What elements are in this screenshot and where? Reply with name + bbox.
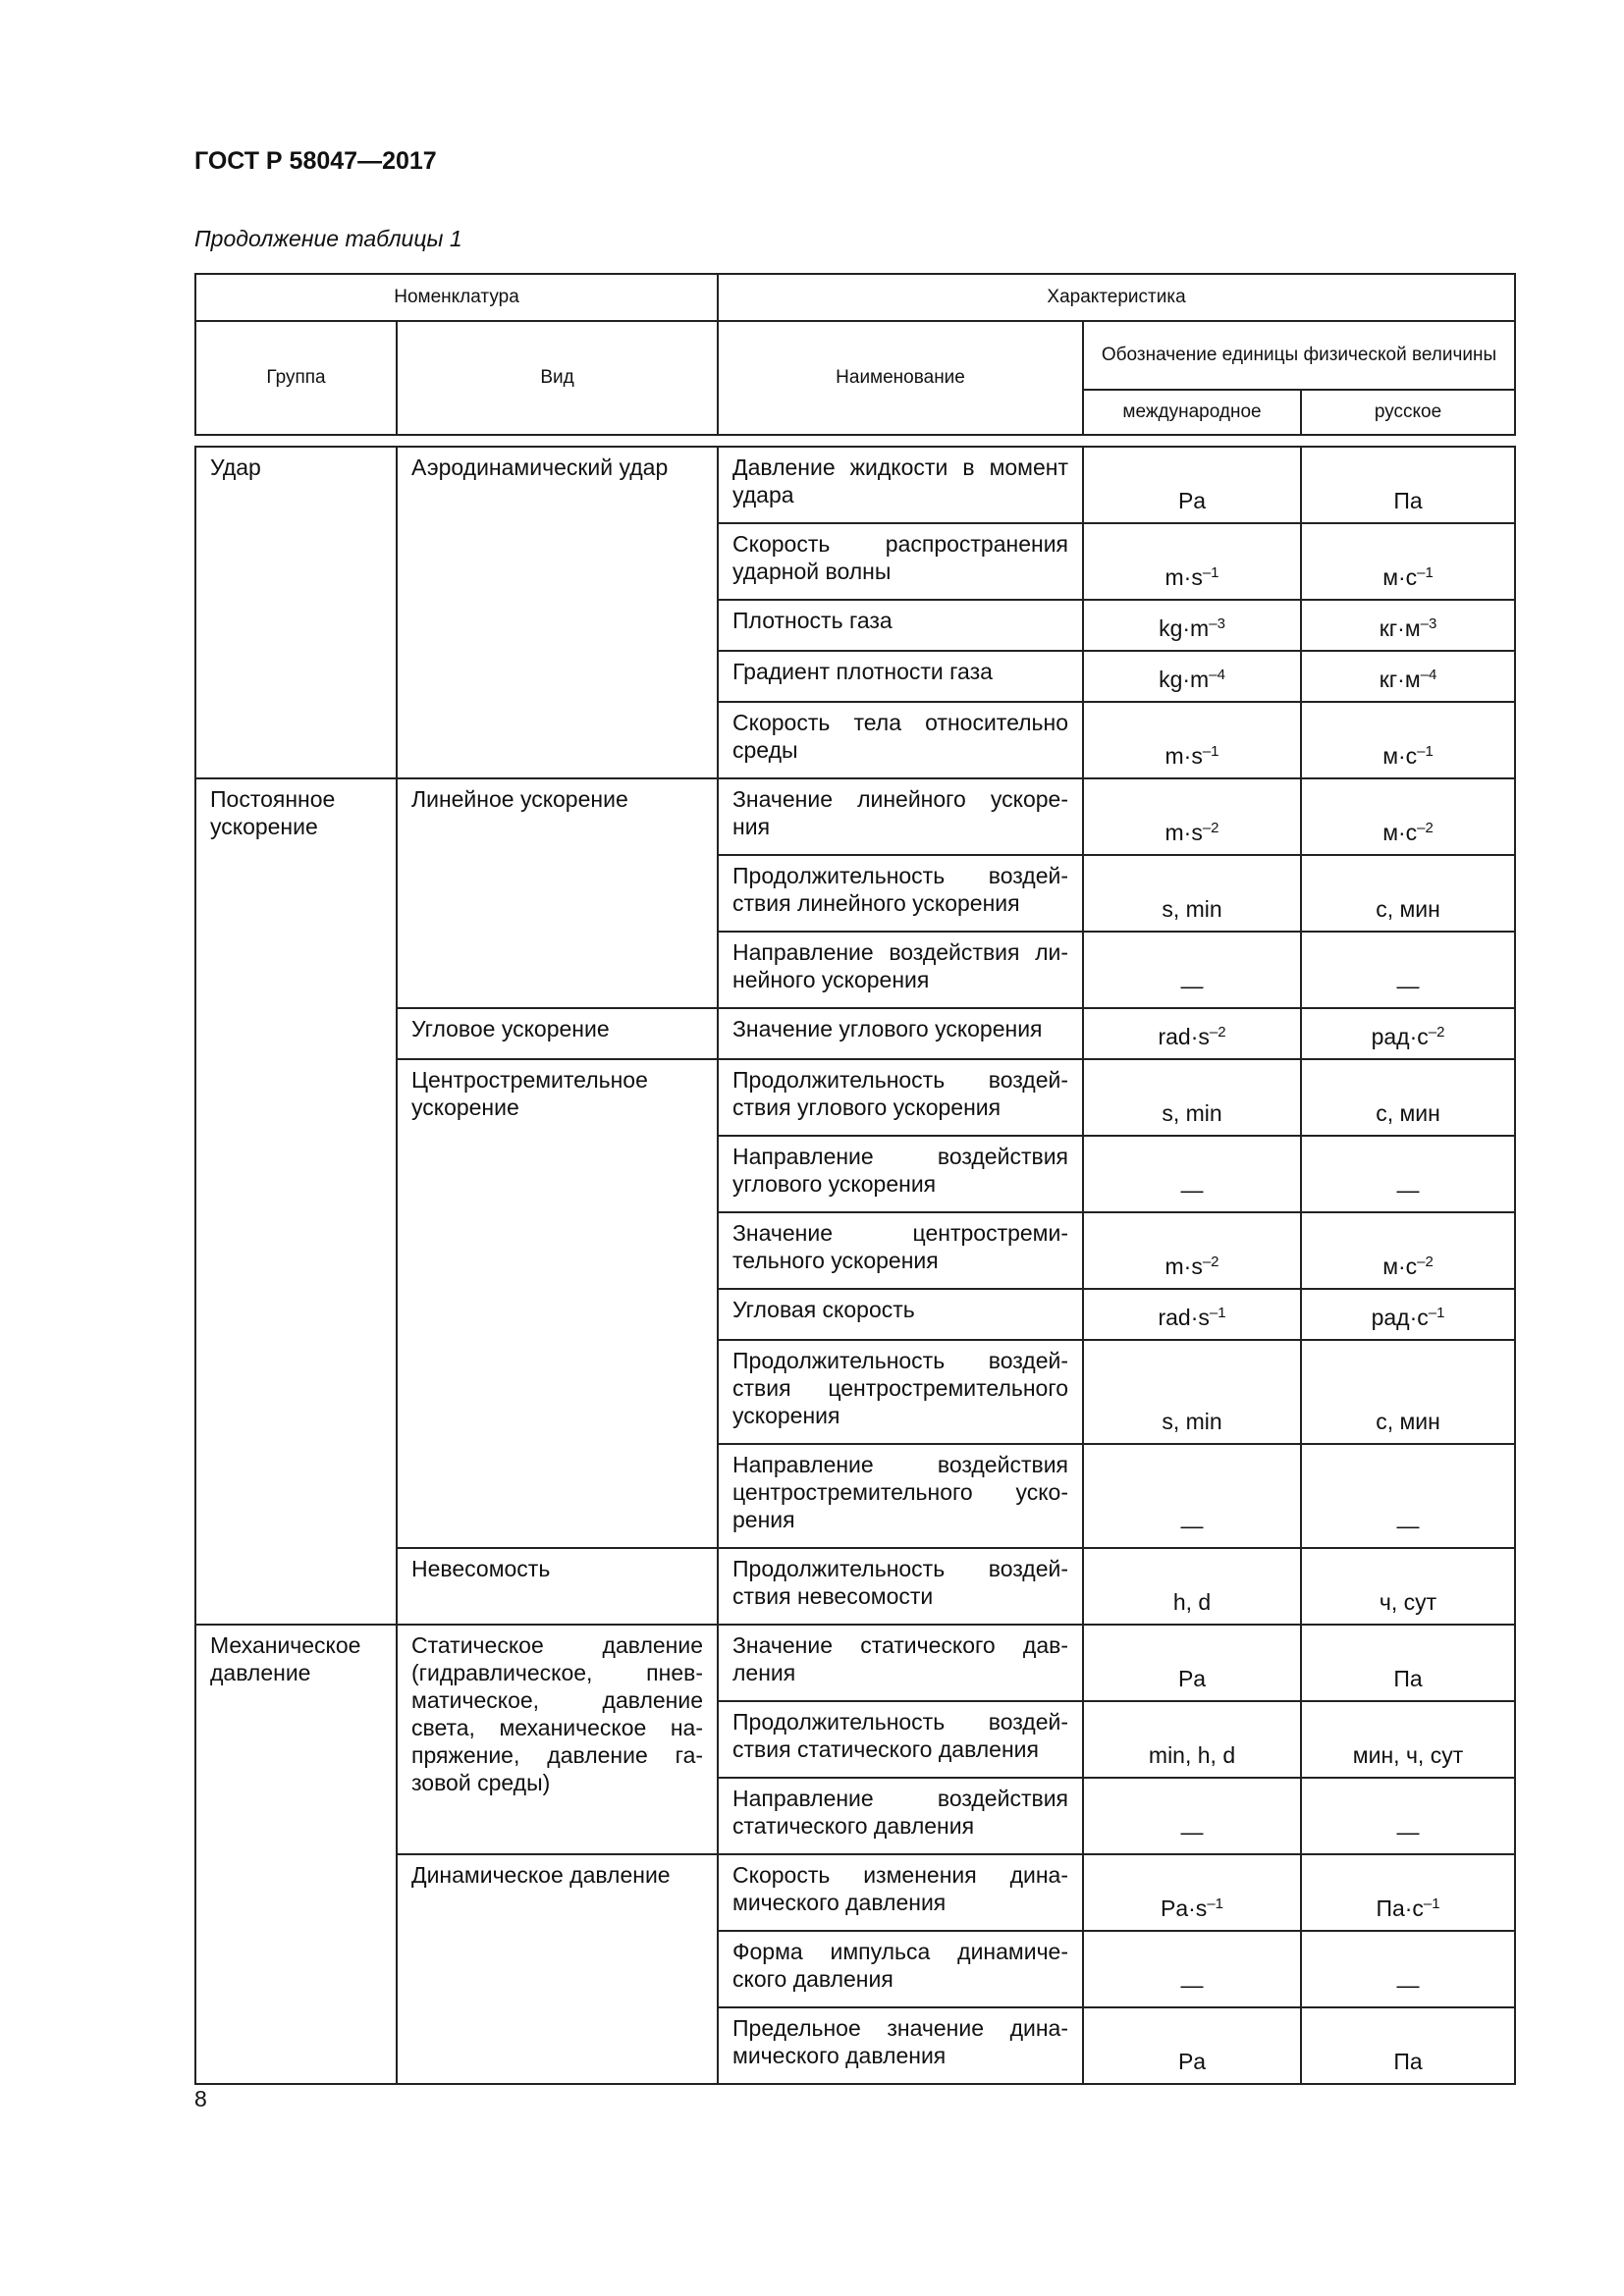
table-row (195, 778, 1515, 855)
header-russian: русское (1301, 390, 1515, 435)
kind-cell: Линейное ускорение (397, 778, 718, 1008)
header-separator (195, 435, 1515, 447)
unit-international: Pa (1083, 1625, 1301, 1701)
name-cell: Форма импульса динамиче-ского давления (718, 1931, 1083, 2007)
kind-cell: Статическое давление (гидравлическое, пнев-матическое, давление света, механическое на-пряжение, давление га-зовой среды) (397, 1625, 718, 1854)
unit-russian: с, мин (1301, 1340, 1515, 1444)
unit-exponent: –3 (1420, 615, 1437, 632)
kind-cell: Центростремительное ускорение (397, 1059, 718, 1548)
unit-russian (1301, 778, 1515, 855)
unit-exponent: –3 (1209, 615, 1225, 632)
group-cell: Постоянное ускорение (195, 778, 397, 1625)
unit-international: — (1083, 1444, 1301, 1548)
unit-exponent: –2 (1209, 1024, 1226, 1041)
unit-international: s, min (1083, 1340, 1301, 1444)
table-row (195, 447, 1515, 523)
name-cell: Направление воздействия статического давления (718, 1778, 1083, 1854)
unit-russian (1301, 600, 1515, 651)
unit-exponent: –2 (1417, 1254, 1434, 1270)
name-cell: Значение линейного ускоре-ния (718, 778, 1083, 855)
table-row (195, 1625, 1515, 1701)
group-cell: Механическое давление (195, 1625, 397, 2084)
table-caption: Продолжение таблицы 1 (194, 226, 462, 251)
unit-russian (1301, 1212, 1515, 1289)
name-cell: Значение центростреми-тельного ускорения (718, 1212, 1083, 1289)
unit-russian: с, мин (1301, 855, 1515, 932)
unit-international (1083, 651, 1301, 702)
unit-russian: — (1301, 1444, 1515, 1548)
kind-cell: Динамическое давление (397, 1854, 718, 2084)
name-cell: Скорость тела относительно среды (718, 702, 1083, 778)
unit-international: — (1083, 1136, 1301, 1212)
unit-international: Pa (1083, 447, 1301, 523)
unit-russian (1301, 523, 1515, 600)
data-table (194, 273, 1516, 2085)
document-code: ГОСТ Р 58047—2017 (194, 147, 437, 175)
unit-base: кг·м (1379, 615, 1421, 641)
name-cell: Давление жидкости в момент удара (718, 447, 1083, 523)
name-cell: Значение углового ускорения (718, 1008, 1083, 1059)
unit-russian: — (1301, 1778, 1515, 1854)
unit-exponent: –1 (1417, 743, 1434, 760)
name-cell: Продолжительность воздей-ствия углового ускорения (718, 1059, 1083, 1136)
unit-base: kg·m (1159, 615, 1210, 641)
name-cell: Скорость распространения ударной волны (718, 523, 1083, 600)
unit-exponent: –1 (1207, 1896, 1223, 1912)
unit-base: Па·с (1376, 1896, 1424, 1921)
page-number: 8 (194, 2086, 207, 2111)
unit-exponent: –2 (1417, 820, 1434, 836)
unit-international: s, min (1083, 855, 1301, 932)
unit-base: rad·s (1158, 1024, 1210, 1049)
name-cell: Направление воздействия центростремительного уско-рения (718, 1444, 1083, 1548)
unit-international (1083, 1854, 1301, 1931)
unit-russian: Па (1301, 2007, 1515, 2084)
unit-exponent: –2 (1202, 1254, 1219, 1270)
kind-cell: Невесомость (397, 1548, 718, 1625)
unit-exponent: –1 (1209, 1305, 1226, 1321)
unit-base: рад·с (1371, 1024, 1429, 1049)
header-nomenclature: Номенклатура (195, 274, 718, 321)
unit-exponent: –1 (1202, 743, 1219, 760)
unit-international: s, min (1083, 1059, 1301, 1136)
unit-exponent: –2 (1428, 1024, 1445, 1041)
unit-international: — (1083, 1931, 1301, 2007)
unit-base: м·с (1382, 564, 1418, 590)
unit-international (1083, 1289, 1301, 1340)
unit-russian: — (1301, 932, 1515, 1008)
name-cell: Продолжительность воздей-ствия статического давления (718, 1701, 1083, 1778)
unit-russian: мин, ч, сут (1301, 1701, 1515, 1778)
group-cell: Удар (195, 447, 397, 778)
header-international: международное (1083, 390, 1301, 435)
name-cell: Продолжительность воздей-ствия невесомости (718, 1548, 1083, 1625)
unit-russian: ч, сут (1301, 1548, 1515, 1625)
unit-exponent: –1 (1423, 1896, 1440, 1912)
unit-exponent: –4 (1420, 667, 1437, 683)
unit-international (1083, 1008, 1301, 1059)
unit-russian (1301, 1008, 1515, 1059)
unit-international (1083, 702, 1301, 778)
name-cell: Направление воздействия ли-нейного ускорения (718, 932, 1083, 1008)
name-cell: Предельное значение дина-мического давления (718, 2007, 1083, 2084)
header-group: Группа (195, 321, 397, 435)
unit-russian (1301, 651, 1515, 702)
unit-russian: Па (1301, 447, 1515, 523)
unit-international (1083, 1212, 1301, 1289)
header-name: Наименование (718, 321, 1083, 435)
kind-cell: Угловое ускорение (397, 1008, 718, 1059)
header-kind: Вид (397, 321, 718, 435)
unit-international: — (1083, 1778, 1301, 1854)
unit-base: м·с (1382, 1254, 1418, 1279)
unit-exponent: –1 (1202, 564, 1219, 581)
unit-international: min, h, d (1083, 1701, 1301, 1778)
unit-russian: — (1301, 1136, 1515, 1212)
unit-international (1083, 523, 1301, 600)
unit-base: кг·м (1379, 667, 1421, 692)
unit-russian: — (1301, 1931, 1515, 2007)
unit-russian (1301, 702, 1515, 778)
unit-base: м·с (1382, 743, 1418, 769)
unit-exponent: –1 (1417, 564, 1434, 581)
unit-base: m·s (1164, 743, 1203, 769)
name-cell: Плотность газа (718, 600, 1083, 651)
name-cell: Направление воздействия углового ускорения (718, 1136, 1083, 1212)
unit-base: Pa·s (1161, 1896, 1208, 1921)
name-cell: Градиент плотности газа (718, 651, 1083, 702)
unit-exponent: –2 (1202, 820, 1219, 836)
unit-base: рад·с (1371, 1305, 1429, 1330)
unit-base: m·s (1164, 564, 1203, 590)
name-cell: Скорость изменения дина-мического давления (718, 1854, 1083, 1931)
unit-russian: Па (1301, 1625, 1515, 1701)
name-cell: Значение статического дав-ления (718, 1625, 1083, 1701)
unit-base: m·s (1164, 820, 1203, 845)
unit-base: kg·m (1159, 667, 1210, 692)
unit-international: Pa (1083, 2007, 1301, 2084)
unit-international: — (1083, 932, 1301, 1008)
unit-international (1083, 600, 1301, 651)
unit-russian (1301, 1854, 1515, 1931)
name-cell: Продолжительность воздей-ствия линейного ускорения (718, 855, 1083, 932)
name-cell: Угловая скорость (718, 1289, 1083, 1340)
unit-exponent: –1 (1428, 1305, 1445, 1321)
unit-international (1083, 778, 1301, 855)
unit-russian (1301, 1289, 1515, 1340)
unit-russian: с, мин (1301, 1059, 1515, 1136)
kind-cell: Аэродинамический удар (397, 447, 718, 778)
unit-base: rad·s (1158, 1305, 1210, 1330)
name-cell: Продолжительность воздей-ствия центростремительного ускорения (718, 1340, 1083, 1444)
unit-base: m·s (1164, 1254, 1203, 1279)
header-characteristic: Характеристика (718, 274, 1515, 321)
header-unit-designation: Обозначение единицы физической величины (1083, 321, 1515, 390)
unit-international: h, d (1083, 1548, 1301, 1625)
unit-exponent: –4 (1209, 667, 1225, 683)
unit-base: м·с (1382, 820, 1418, 845)
